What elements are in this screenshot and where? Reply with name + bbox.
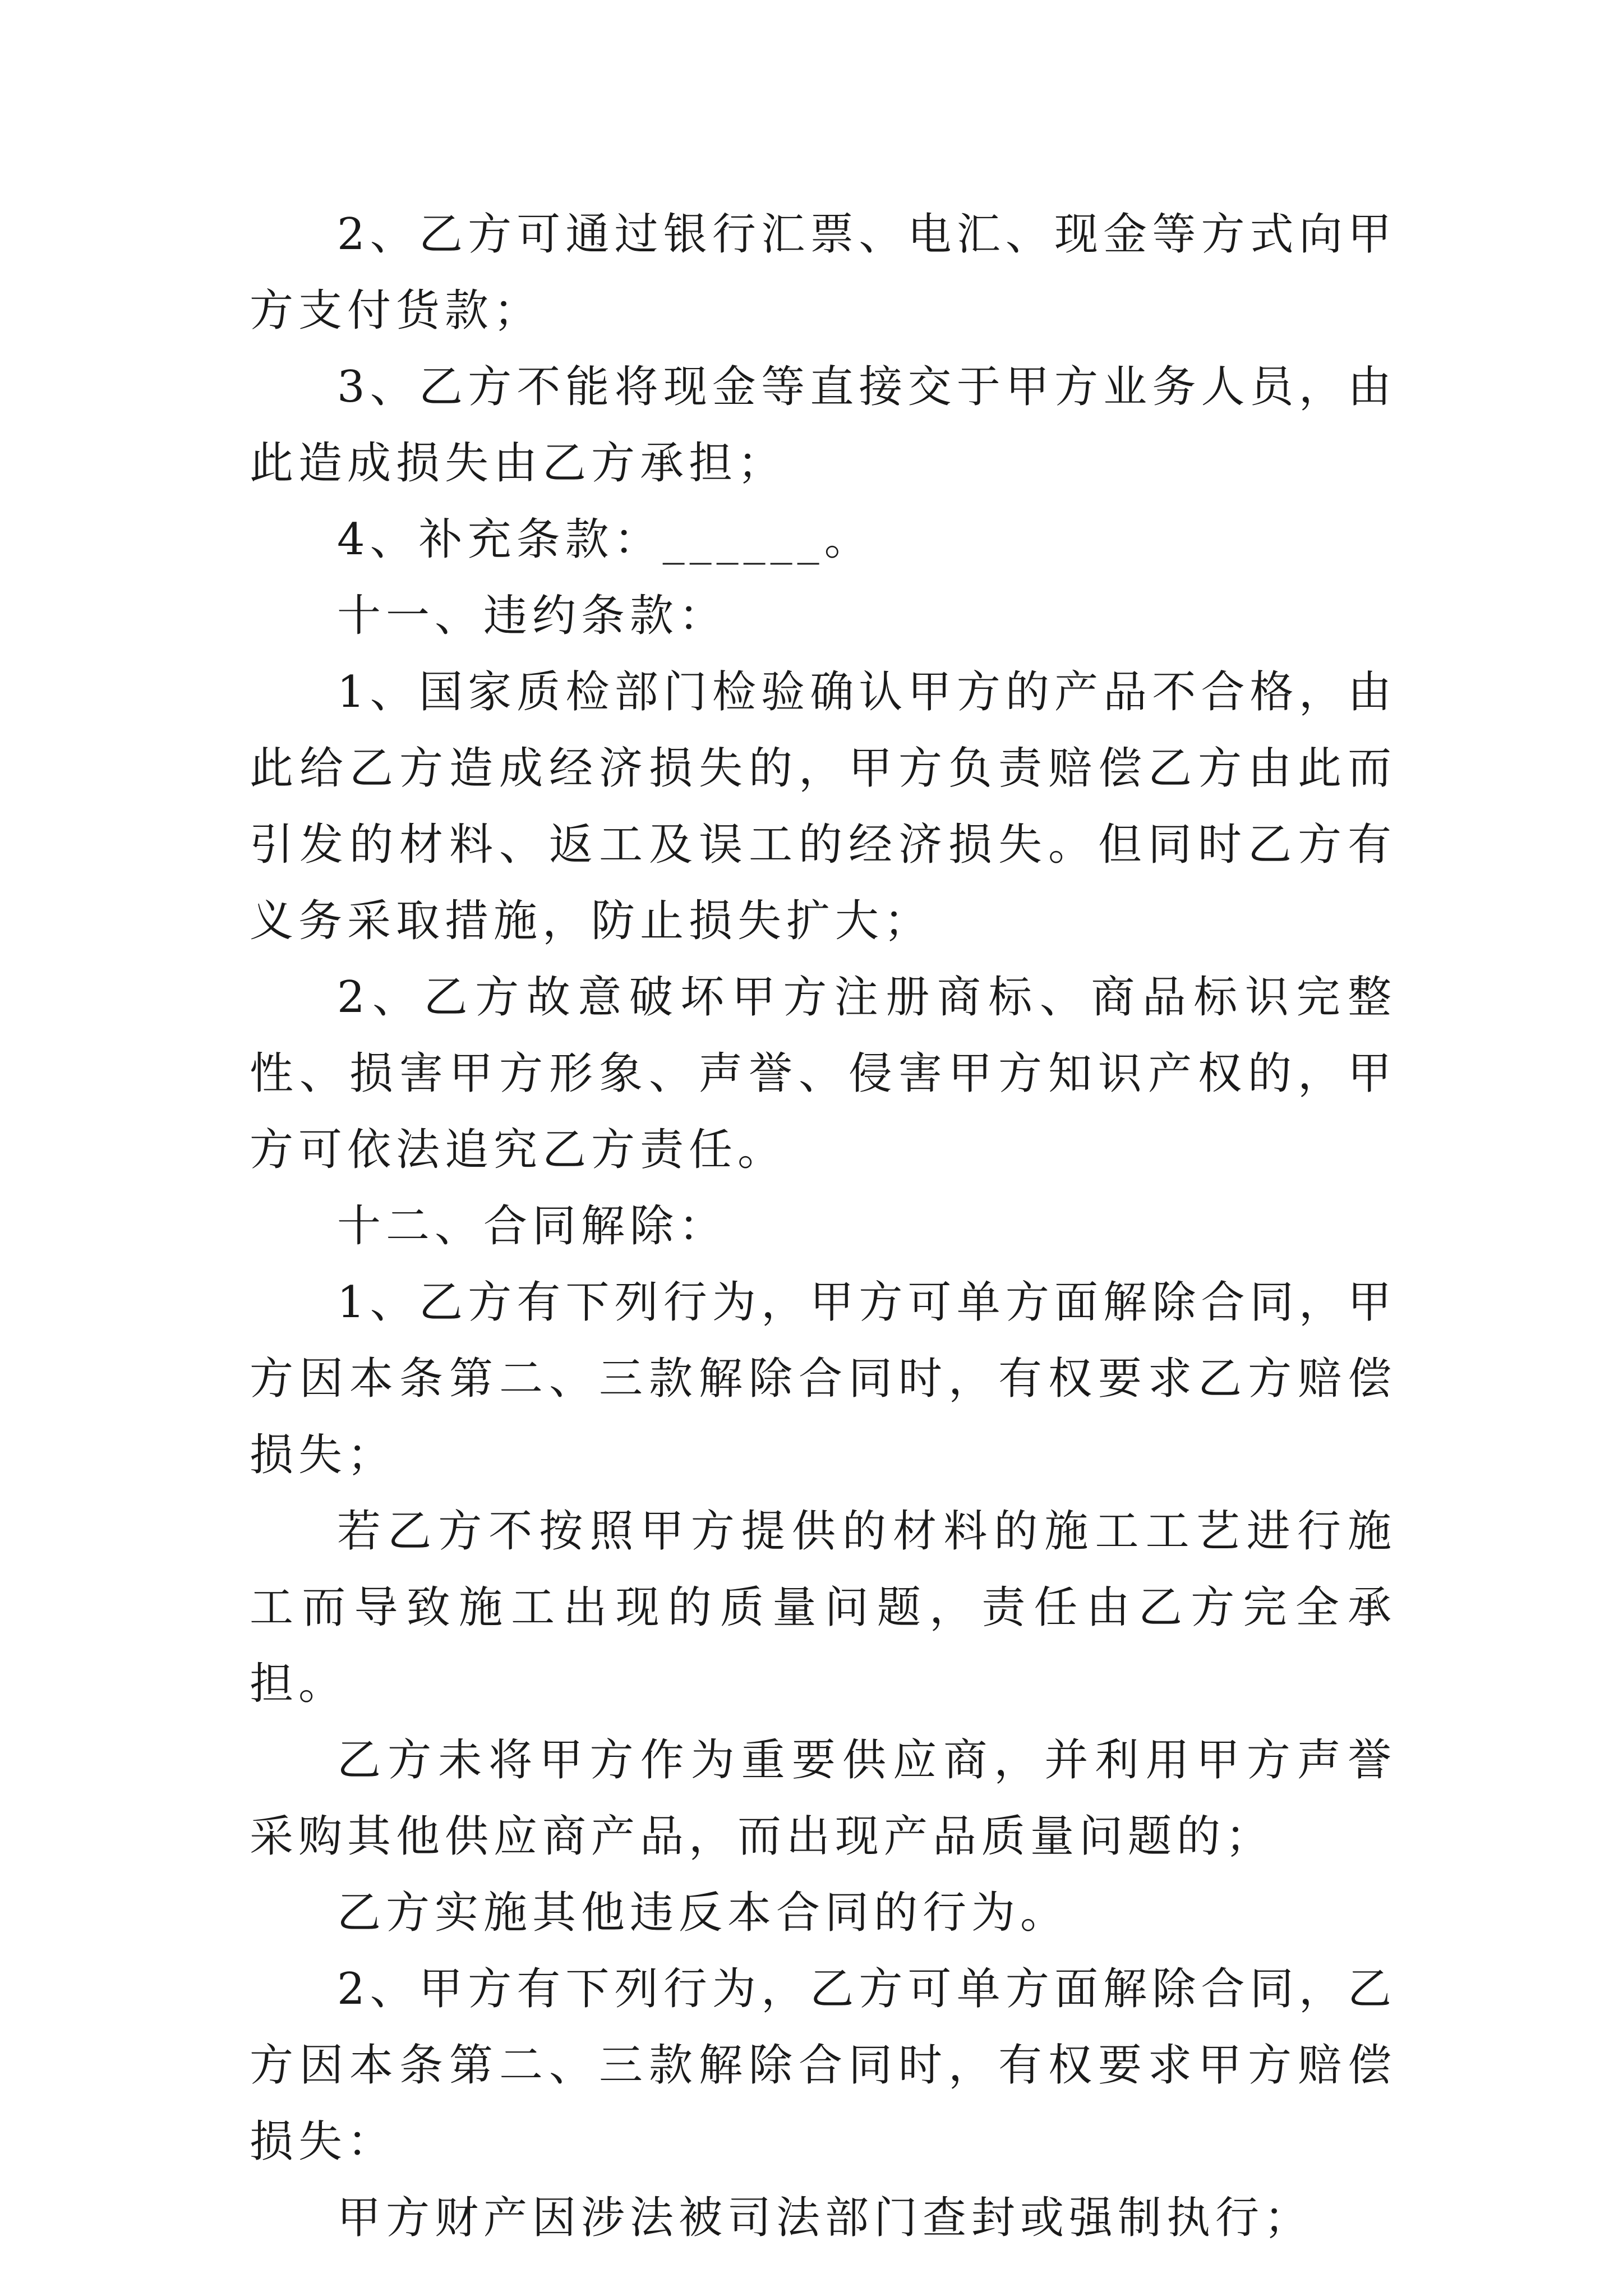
clause-payment-methods: 2、乙方可通过银行汇票、电汇、现金等方式向甲方支付货款； [250, 209, 1396, 336]
section-heading-termination: 十二、合同解除： [337, 1201, 728, 1251]
section-heading-breach: 十一、违约条款： [337, 591, 728, 641]
clause-supplementary: 4、补充条款：______。 [337, 514, 873, 565]
clause-supplier-misuse: 乙方未将甲方作为重要供应商，并利用甲方声誉采购其他供应商产品，而出现产品质量问题的； [250, 1735, 1396, 1862]
clause-party-b-termination: 2、甲方有下列行为，乙方可单方面解除合同，乙方因本条第二、三款解除合同时，有权要求甲方赔偿损失： [250, 1964, 1396, 2167]
clause-property-seizure: 甲方财产因涉法被司法部门查封或强制执行； [337, 2193, 1313, 2243]
clause-quality-breach: 1、国家质检部门检验确认甲方的产品不合格，由此给乙方造成经济损失的，甲方负责赔偿乙方由此而引发的材料、返工及误工的经济损失。但同时乙方有义务采取措施，防止损失扩大； [250, 667, 1396, 946]
document-page [250, 196, 1396, 2256]
clause-other-violation: 乙方实施其他违反本合同的行为。 [337, 1888, 1069, 1938]
clause-cash-restriction: 3、乙方不能将现金等直接交于甲方业务人员，由此造成损失由乙方承担； [250, 362, 1396, 489]
clause-construction-quality: 若乙方不按照甲方提供的材料的施工工艺进行施工而导致施工出现的质量问题，责任由乙方完全承担。 [250, 1506, 1396, 1709]
clause-party-a-termination: 1、乙方有下列行为，甲方可单方面解除合同，甲方因本条第二、三款解除合同时，有权要求乙方赔偿损失； [250, 1277, 1396, 1480]
clause-trademark-breach: 2、乙方故意破坏甲方注册商标、商品标识完整性、损害甲方形象、声誉、侵害甲方知识产权的，甲方可依法追究乙方责任。 [250, 972, 1396, 1175]
